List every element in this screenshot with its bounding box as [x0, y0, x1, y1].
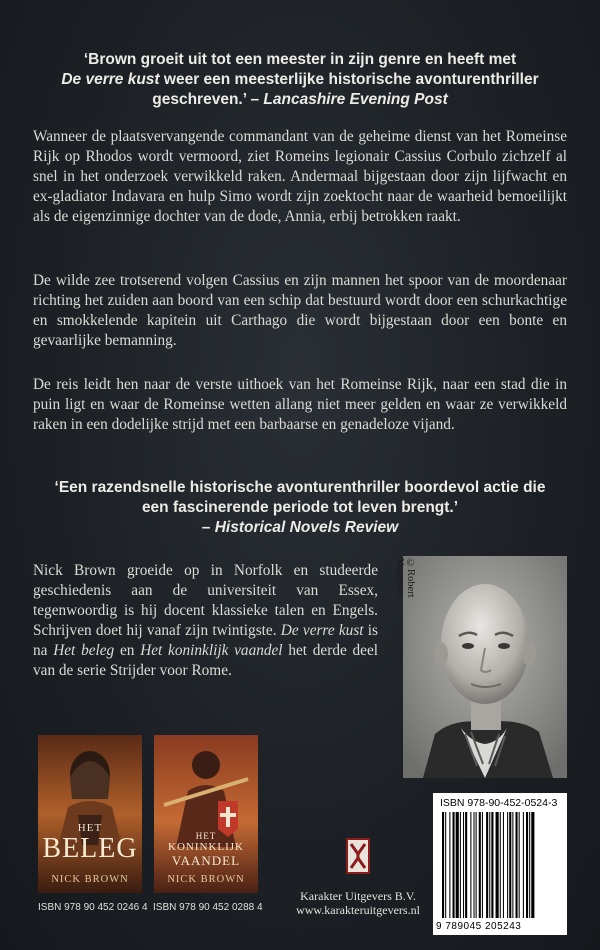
book2-author: NICK BROWN [167, 874, 245, 885]
book1-title-top: HET [77, 822, 103, 834]
barcode-bar [449, 812, 450, 918]
barcode-icon [440, 812, 560, 920]
barcode-bar [463, 812, 464, 918]
barcode-bar [482, 812, 483, 918]
barcode-bar [491, 812, 493, 918]
barcode-bar [479, 812, 481, 918]
barcode-bar [476, 812, 477, 918]
barcode-bar [523, 812, 524, 918]
author-photo [394, 556, 567, 778]
barcode-bar [531, 812, 534, 918]
book2-title: VAANDEL [171, 853, 241, 868]
synopsis-paragraph-1: Wanneer de plaatsvervangende commandant van de geheime dienst van het Romeinse Rijk op Rhodos wordt vermoord, ziet Romeins legionair Cassius Corbulo zichzelf al snel in het onderzoek verwikkeld raken. Andermaal bijgestaan door zijn lijfwacht en ex-gladiator Indavara en hulp Simo wordt zijn zoektocht naar de waarheid bemoeilijkt als de eigenzinnige dochter van de dode, Annia, erbij betrokken raakt. [33, 128, 567, 225]
book2-isbn: ISBN 978 90 452 0288 4 [153, 902, 263, 913]
barcode-bar [509, 812, 511, 918]
review-quote-historical-novels [40, 478, 560, 538]
author-bio [33, 561, 378, 681]
barcode-bar [503, 812, 504, 918]
barcode-bar [507, 812, 508, 918]
book-cover-het-beleg [38, 735, 142, 893]
barcode-bar [529, 812, 530, 918]
bio-text-2: is na [33, 622, 379, 659]
bio-text-4: het derde deel van de serie Strijder voor Rome. [33, 642, 379, 679]
barcode-number: 9 789045 205243 [436, 921, 522, 932]
barcode-bar [460, 812, 461, 918]
bio-title-3: Het koninklijk vaandel [140, 642, 283, 659]
quote1-book-title: De verre kust [61, 71, 160, 88]
publisher-name: Karakter Uitgevers B.V. [300, 889, 416, 903]
bio-title-2: Het beleg [53, 642, 115, 659]
quote2-source: Historical Novels Review [214, 519, 399, 536]
barcode-bar [496, 812, 499, 918]
barcode-bar [456, 812, 459, 918]
barcode-isbn-label: ISBN 978-90-452-0524-3 [440, 797, 558, 809]
barcode-bar [470, 812, 471, 918]
book1-title: BELEG [42, 833, 138, 864]
synopsis-paragraph-2: De wilde zee trotserend volgen Cassius en zijn mannen het spoor van de moordenaar richting het zuiden aan boord van een schip dat bestuurd wordt door een schurkachtige en smokkelende kapitein uit Carthago die wordt bijgestaan door een bonte en gevaarlijke bemanning. [33, 272, 567, 349]
bio-text-1: Nick Brown groeide op in Norfolk en studeerde geschiedenis aan de universiteit van Essex, tegenwoordig is hij docent klassieke talen en Engels. Schrijven doet hij vanaf zijn twintigste. [33, 562, 378, 639]
book1-author: NICK BROWN [51, 874, 129, 885]
barcode-bar [486, 812, 488, 918]
book2-title-top: HET [195, 831, 217, 841]
barcode-bar [500, 812, 501, 918]
book2-title-mid: KONINKLIJK [168, 841, 244, 853]
bio-title-1: De verre kust [280, 622, 364, 639]
barcode-bar [489, 812, 490, 918]
barcode-bar [474, 812, 475, 918]
het-beleg-cover-art-icon [38, 735, 142, 893]
book-cover-het-koninklijk-vaandel [154, 735, 258, 893]
barcode-bar [512, 812, 513, 918]
quote1-source: Lancashire Evening Post [263, 91, 448, 108]
barcode-bar [453, 812, 455, 918]
quote1-line2-rest: weer een meesterlijke historische avonturenthriller [159, 71, 539, 88]
quote1-line2 [40, 70, 560, 90]
quote2-line3 [40, 518, 560, 538]
barcode-bar [526, 812, 528, 918]
bio-text-3: en [114, 642, 141, 659]
quote1-line1: ‘Brown groeit uit tot een meester in zijn genre en heeft met [83, 51, 517, 68]
quote1-line3-start: geschreven.’ – [152, 91, 264, 108]
author-portrait-icon [394, 556, 567, 778]
barcode-bar [465, 812, 467, 918]
barcode-bar [442, 812, 444, 918]
karakter-logo-icon [346, 838, 370, 874]
het-koninklijk-vaandel-cover-art-icon [154, 735, 258, 893]
review-quote-lancashire [40, 50, 560, 110]
barcode-bar [516, 812, 518, 918]
quote1-line3 [40, 90, 560, 110]
barcode-bar [519, 812, 520, 918]
photo-credit: ©Robert Yeatman [394, 558, 416, 598]
barcode-bar [445, 812, 446, 918]
synopsis-paragraph-3: De reis leidt hen naar de verste uithoek van het Romeinse Rijk, naar een stad die in puin ligt en waar de Romeinse wetten allang niet meer gelden en waar ze verwikkeld raken in een dodelijke strijd met een barbaarse en genadeloze vijand. [33, 376, 567, 433]
publisher-url[interactable]: www.karakteruitgevers.nl [296, 903, 420, 917]
book1-isbn: ISBN 978 90 452 0246 4 [38, 902, 148, 913]
quote2-line2: een fascinerende periode tot leven brengt.’ [141, 499, 459, 516]
quote2-line1: ‘Een razendsnelle historische avonturenthriller boordevol actie die [54, 479, 546, 496]
quote2-line3-start: – [201, 519, 215, 536]
